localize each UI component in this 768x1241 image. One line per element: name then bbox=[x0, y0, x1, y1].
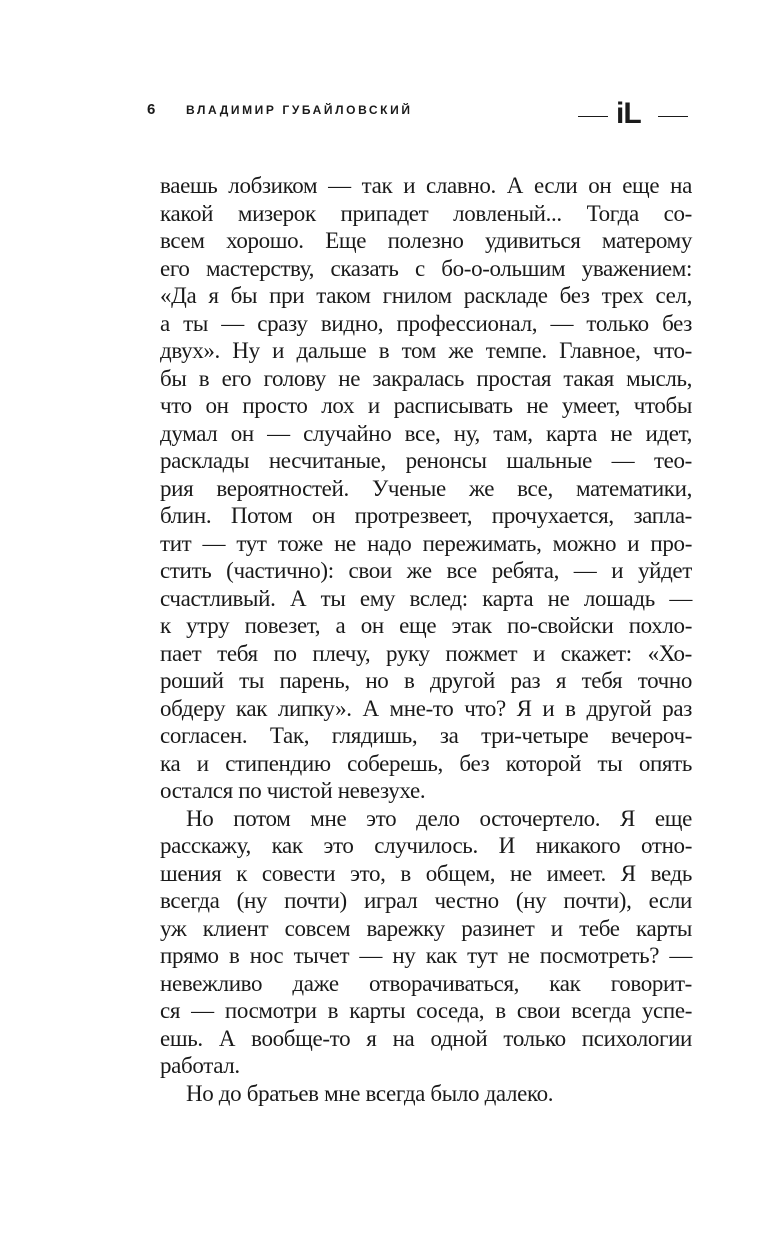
text-line: работал. bbox=[160, 1053, 240, 1078]
text-line: двух». Ну и дальше в том же темпе. Главное, что- bbox=[160, 338, 692, 363]
text-line: невежливо даже отворачиваться, как говорит- bbox=[160, 970, 692, 996]
paragraph bbox=[160, 805, 692, 1080]
text-line: остался по чистой невезухе. bbox=[160, 778, 426, 803]
publisher-logo bbox=[578, 98, 690, 132]
text-line: Но потом мне это дело осточертело. Я еще bbox=[186, 805, 692, 831]
logo-mark: iL bbox=[616, 97, 641, 130]
text-line: что он просто лох и расписывать не умеет, чтобы bbox=[160, 393, 692, 418]
paragraph bbox=[160, 1080, 692, 1108]
page-number: 6 bbox=[147, 101, 156, 118]
text-line: думал он — случайно все, ну, там, карта не идет, bbox=[160, 420, 692, 446]
text-line: тит — тут тоже не надо пережимать, можно и про- bbox=[160, 530, 692, 556]
text-line: уж клиент совсем варежку разинет и тебе карты bbox=[160, 915, 692, 941]
logo-rule-left bbox=[578, 116, 608, 117]
text-line: расклады несчитаные, ренонсы шальные — тео- bbox=[160, 448, 692, 473]
text-line: «Да я бы при таком гнилом раскладе без трех сел, bbox=[160, 283, 692, 308]
text-line: ка и стипендию соберешь, без которой ты опять bbox=[160, 750, 692, 776]
text-line: прямо в нос тычет — ну как тут не посмотреть? — bbox=[160, 943, 692, 968]
logo-rule-right bbox=[658, 116, 688, 117]
text-line: шения к совести это, в общем, не имеет. Я ведь bbox=[160, 860, 692, 886]
text-line: бы в его голову не закралась простая такая мысль, bbox=[160, 365, 692, 391]
body-text bbox=[160, 172, 692, 1107]
text-line: ваешь лобзиком — так и славно. А если он еще на bbox=[160, 173, 692, 198]
paragraph bbox=[160, 172, 692, 805]
page-header bbox=[0, 0, 768, 140]
text-line: а ты — сразу видно, профессионал, — только без bbox=[160, 310, 692, 336]
text-line: счастливый. А ты ему вслед: карта не лошадь — bbox=[160, 585, 692, 611]
text-line: обдеру как липку». А мне-то что? Я и в другой раз bbox=[160, 695, 692, 721]
text-line: стить (частично): свои же все ребята, — и уйдет bbox=[160, 558, 692, 583]
text-line: пает тебя по плечу, руку пожмет и скажет: «Хо- bbox=[160, 640, 692, 666]
text-line: расскажу, как это случилось. И никакого отно- bbox=[160, 833, 692, 858]
text-line: к утру повезет, а он еще этак по-свойски похло- bbox=[160, 613, 692, 638]
text-line: какой мизерок припадет ловленый... Тогда со- bbox=[160, 200, 692, 226]
running-head-author: ВЛАДИМИР ГУБАЙЛОВСКИЙ bbox=[186, 103, 413, 117]
text-line: согласен. Так, глядишь, за три-четыре вечероч- bbox=[160, 723, 692, 748]
text-line: всем хорошо. Еще полезно удивиться матерому bbox=[160, 228, 692, 253]
text-line: роший ты парень, но в другой раз я тебя точно bbox=[160, 668, 692, 693]
text-line: рия вероятностей. Ученые же все, математики, bbox=[160, 475, 692, 501]
text-line: ешь. А вообще-то я на одной только психологии bbox=[160, 1025, 692, 1051]
text-line: всегда (ну почти) играл честно (ну почти), если bbox=[160, 888, 692, 913]
text-line: ся — посмотри в карты соседа, в свои всегда успе- bbox=[160, 998, 692, 1023]
text-line: Но до братьев мне всегда было далеко. bbox=[186, 1080, 554, 1106]
text-line: его мастерству, сказать с бо-о-ольшим уважением: bbox=[160, 255, 692, 281]
text-line: блин. Потом он протрезвеет, прочухается, запла- bbox=[160, 503, 692, 528]
